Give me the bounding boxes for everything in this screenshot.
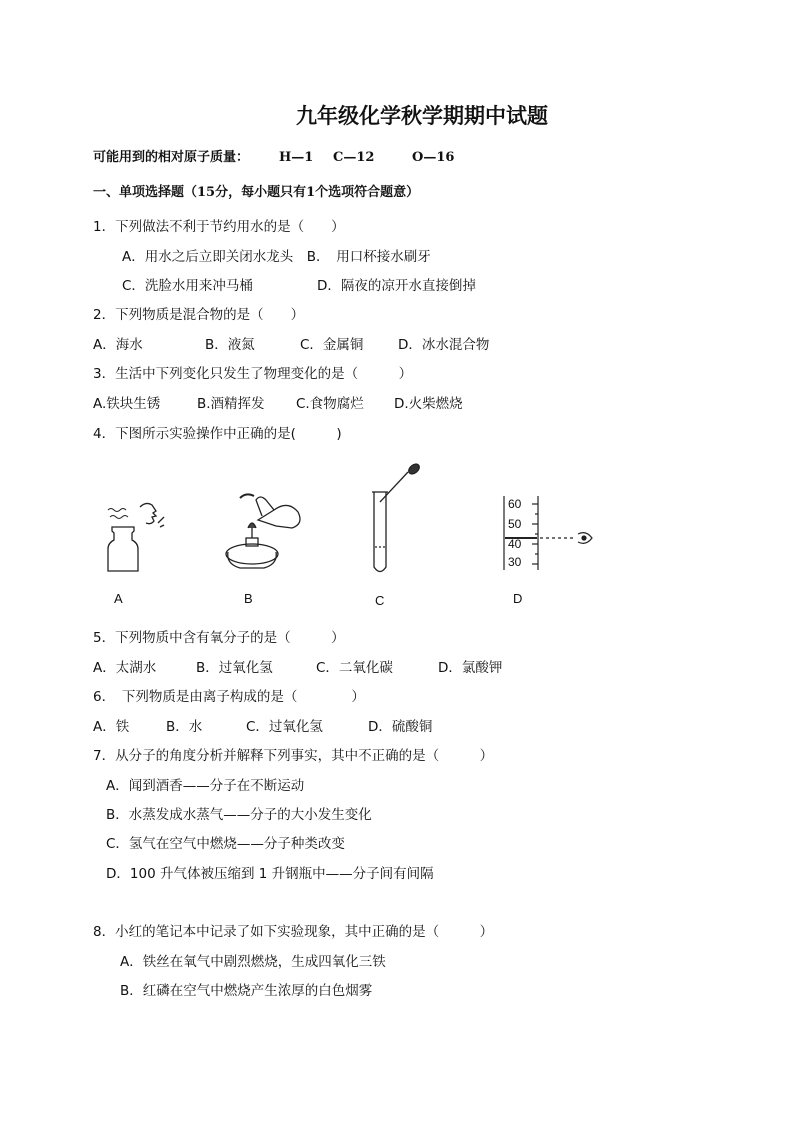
q1-options-ab: A．用水之后立即关闭水龙头 B． 用口杯接水刷牙 bbox=[122, 249, 431, 265]
q4-stem: 4．下图所示实验操作中正确的是( ) bbox=[93, 426, 342, 442]
cylinder-tick-30: 30 bbox=[508, 555, 522, 569]
q7-option-d: D．100 升气体被压缩到 1 升钢瓶中——分子间有间隔 bbox=[106, 866, 434, 882]
q6-stem: 6． 下列物质是由离子构成的是（ ） bbox=[93, 689, 365, 705]
q7-option-c: C．氢气在空气中燃烧——分子种类改变 bbox=[106, 836, 345, 852]
q7-option-b: B．水蒸发成水蒸气——分子的大小发生变化 bbox=[106, 807, 372, 823]
lab-bottle-smell-illustration bbox=[96, 495, 166, 575]
cylinder-tick-60: 60 bbox=[508, 497, 522, 511]
atomic-mass-h: H—1 bbox=[279, 150, 314, 165]
cylinder-tick-40: 40 bbox=[508, 537, 522, 551]
q2-option-b: B．液氮 bbox=[205, 337, 255, 353]
section-heading: 一、单项选择题（15分，每小题只有1个选项符合题意） bbox=[93, 185, 420, 200]
q7-stem: 7．从分子的角度分析并解释下列事实，其中不正确的是（ ） bbox=[93, 748, 494, 764]
q1-option-c: C．洗脸水用来冲马桶 bbox=[122, 278, 253, 294]
q8-option-a: A．铁丝在氧气中剧烈燃烧，生成四氧化三铁 bbox=[120, 954, 386, 970]
q2-stem: 2．下列物质是混合物的是（ ） bbox=[93, 307, 305, 323]
q5-stem: 5．下列物质中含有氧分子的是（ ） bbox=[93, 630, 345, 646]
atomic-mass-label: 可能用到的相对原子质量： bbox=[93, 150, 250, 165]
q3-option-c: C.食物腐烂 bbox=[296, 396, 364, 412]
q5-option-c: C．二氧化碳 bbox=[316, 660, 393, 676]
atomic-mass-c: C—12 bbox=[333, 150, 375, 165]
figure-label-a: A bbox=[114, 591, 123, 606]
q6-option-b: B．水 bbox=[166, 719, 203, 735]
atomic-mass-o: O—16 bbox=[412, 150, 455, 165]
q2-option-c: C．金属铜 bbox=[300, 337, 364, 353]
q3-stem: 3．生活中下列变化只发生了物理变化的是（ ） bbox=[93, 366, 413, 382]
q5-option-b: B．过氧化氢 bbox=[196, 660, 273, 676]
q3-option-d: D.火柴燃烧 bbox=[394, 396, 463, 412]
page-title: 九年级化学秋学期期中试题 bbox=[296, 103, 548, 128]
q5-option-a: A．太湖水 bbox=[93, 660, 157, 676]
q1-option-d: D．隔夜的凉开水直接倒掉 bbox=[317, 278, 476, 294]
q8-option-b: B．红磷在空气中燃烧产生浓厚的白色烟雾 bbox=[120, 983, 373, 999]
q2-option-d: D．冰水混合物 bbox=[398, 337, 490, 353]
alcohol-lamp-illustration bbox=[218, 490, 308, 575]
test-tube-dropper-illustration bbox=[364, 462, 424, 580]
q8-stem: 8．小红的笔记本中记录了如下实验现象，其中正确的是（ ） bbox=[93, 924, 494, 940]
figure-label-b: B bbox=[244, 591, 253, 606]
q3-option-a: A.铁块生锈 bbox=[93, 396, 161, 412]
q6-option-c: C．过氧化氢 bbox=[246, 719, 323, 735]
q5-option-d: D．氯酸钾 bbox=[438, 660, 503, 676]
q6-option-a: A．铁 bbox=[93, 719, 130, 735]
q3-option-b: B.酒精挥发 bbox=[197, 396, 265, 412]
q2-option-a: A．海水 bbox=[93, 337, 143, 353]
q7-option-a: A．闻到酒香——分子在不断运动 bbox=[106, 778, 305, 794]
cylinder-tick-50: 50 bbox=[508, 517, 522, 531]
q1-stem: 1．下列做法不利于节约用水的是（ ） bbox=[93, 219, 345, 235]
figure-label-d: D bbox=[513, 591, 523, 606]
figure-label-c: C bbox=[375, 593, 385, 608]
q6-option-d: D．硫酸铜 bbox=[368, 719, 433, 735]
